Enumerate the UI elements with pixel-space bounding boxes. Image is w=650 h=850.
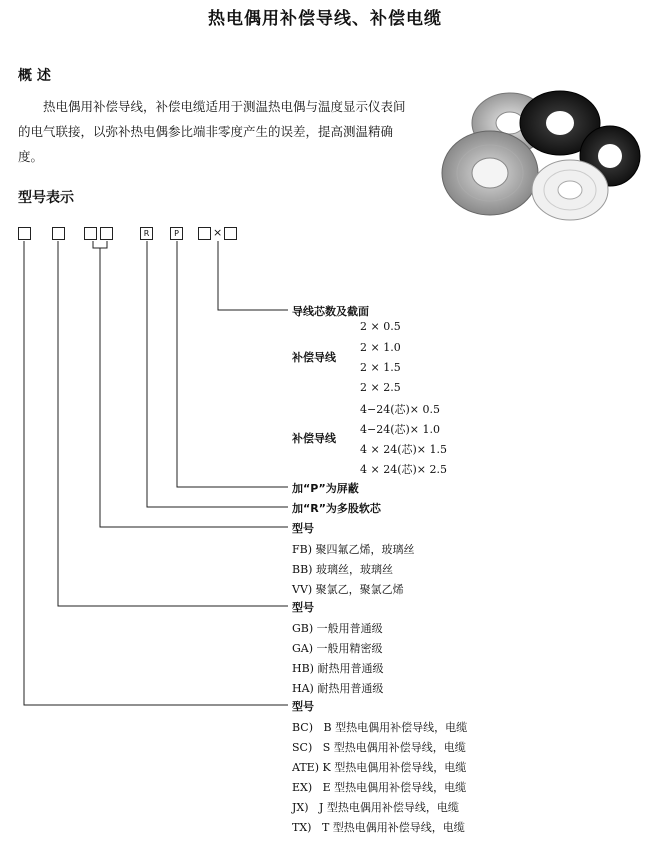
group-a-label: 补偿导线 [292, 351, 336, 364]
group-a-item: 2 × 2.5 [360, 381, 401, 394]
group-a-item: 2 × 1.5 [360, 361, 401, 374]
insulation-item: VV) 聚氯乙，聚氯乙烯 [292, 583, 404, 596]
group-b-label: 补偿导线 [292, 432, 336, 445]
type-item: BC) B 型热电偶用补偿导线，电缆 [292, 721, 468, 734]
type-item: ATE) K 型热电偶用补偿导线，电缆 [292, 761, 467, 774]
group-a-item: 2 × 0.5 [360, 320, 401, 333]
grade-item: GA) 一般用精密级 [292, 642, 383, 655]
group-b-item: 4−24(芯)× 0.5 [360, 403, 441, 416]
grade-item: HB) 耐热用普通级 [292, 662, 384, 675]
type-item: TX) T 型热电偶用补偿导线，电缆 [292, 821, 465, 834]
type-item: JX) J 型热电偶用补偿导线，电缆 [292, 801, 459, 814]
grade-item: HA) 耐热用普通级 [292, 682, 384, 695]
type-heading: 型号 [292, 700, 314, 713]
grade-item: GB) 一般用普通级 [292, 622, 383, 635]
group-b-item: 4−24(芯)× 1.0 [360, 423, 441, 436]
times-sign: × [213, 226, 223, 239]
insulation-item: BB) 玻璃丝，玻璃丝 [292, 563, 393, 576]
model-heading: 型号表示 [18, 190, 74, 206]
code-box-r: R [140, 227, 153, 240]
code-box-p: P [170, 227, 183, 240]
cores-heading: 导线芯数及截面 [292, 305, 369, 318]
grade-heading: 型号 [292, 601, 314, 614]
stranded-core-note: 加“R”为多股软芯 [292, 502, 381, 515]
page-title: 热电偶用补偿导线、补偿电缆 [208, 9, 442, 29]
insulation-item: FB) 聚四氟乙烯，玻璃丝 [292, 543, 415, 556]
shield-note: 加“P”为屏蔽 [292, 482, 359, 495]
overview-heading: 概 述 [18, 68, 51, 84]
group-b-item: 4 × 24(芯)× 1.5 [360, 443, 447, 456]
type-item: EX) E 型热电偶用补偿导线，电缆 [292, 781, 467, 794]
group-b-item: 4 × 24(芯)× 2.5 [360, 463, 447, 476]
group-a-item: 2 × 1.0 [360, 341, 401, 354]
insulation-heading: 型号 [292, 522, 314, 535]
overview-paragraph: 热电偶用补偿导线，补偿电缆适用于测温热电偶与温度显示仪表间的电气联接，以弥补热电偶参比端非零度产生的误差，提高测温精确度。 [18, 99, 406, 164]
type-item: SC) S 型热电偶用补偿导线，电缆 [292, 741, 466, 754]
